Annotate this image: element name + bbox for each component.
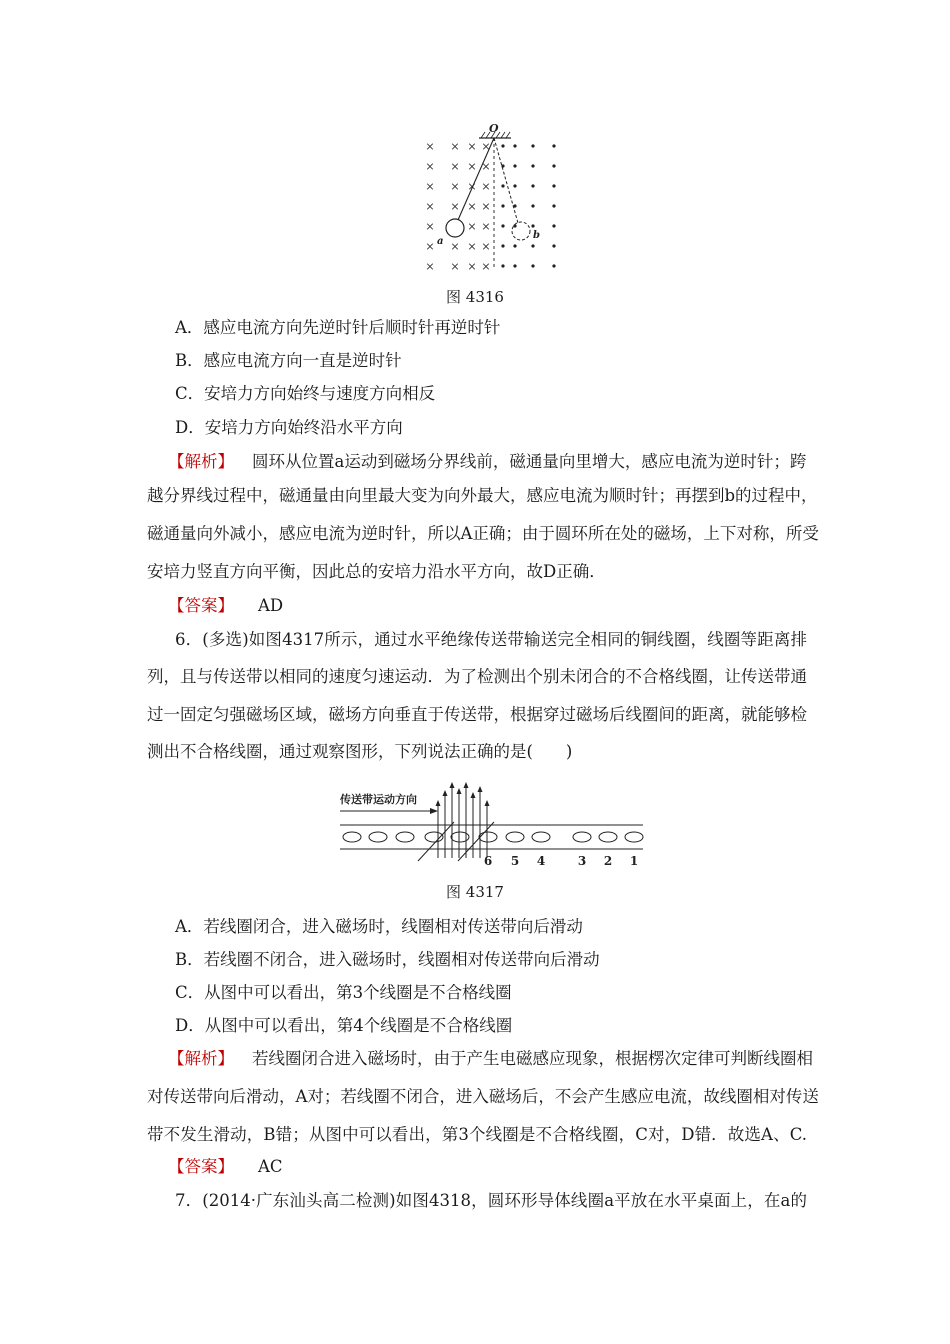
q6-analysis-line-2: 对传送带向后滑动，A对；若线圈不闭合，进入磁场后，不会产生感应电流，故线圈相对传送 <box>147 1087 819 1106</box>
q5-answer <box>168 596 828 616</box>
q7-stem-line-1: 7．(2014·广东汕头高二检测)如图4318，圆环形导体线圈a平放在水平桌面上，在a的 <box>175 1191 807 1210</box>
q6-option-d: D．从图中可以看出，第4个线圈是不合格线圈 <box>175 1016 513 1035</box>
q6-option-b: B．若线圈不闭合，进入磁场时，线圈相对传送带向后滑动 <box>175 950 600 969</box>
ring-b-label: b <box>533 230 540 241</box>
field-cross-symbol: × <box>481 200 491 213</box>
coil <box>396 832 414 842</box>
field-cross-symbol: × <box>467 140 477 153</box>
pendulum-string-b <box>494 138 518 223</box>
q5-option-a: A．感应电流方向先逆时针后顺时针再逆时针 <box>175 318 501 337</box>
field-cross-symbol: × <box>481 260 491 273</box>
answer-tag: 【答案】 <box>168 1157 234 1176</box>
field-dot-symbol <box>552 224 555 227</box>
q5-answer-value: AD <box>258 596 284 615</box>
coil <box>532 832 550 842</box>
coil <box>625 832 643 842</box>
field-cross-symbol: × <box>425 140 435 153</box>
analysis-tag: 【解析】 <box>168 1049 234 1068</box>
field-cross-symbol: × <box>425 200 435 213</box>
field-dot-symbol <box>552 204 555 207</box>
conveyor-direction-label: 传送带运动方向 <box>340 793 417 806</box>
field-arrow-head <box>457 788 462 794</box>
field-cross-symbol: × <box>425 160 435 173</box>
answer-tag: 【答案】 <box>168 596 234 615</box>
field-cross-symbol: × <box>467 200 477 213</box>
figure-4316 <box>415 120 575 275</box>
field-cross-symbol: × <box>481 220 491 233</box>
q6-stem-line-4: 测出不合格线圈，通过观察图形，下列说法正确的是( ) <box>147 742 573 761</box>
field-cross-symbol: × <box>467 240 477 253</box>
ring-a-label: a <box>437 236 444 247</box>
q6-stem-line-1: 6．(多选)如图4317所示，通过水平绝缘传送带输送完全相同的铜线圈，线圈等距离排 <box>175 630 807 649</box>
field-cross-symbol: × <box>481 140 491 153</box>
field-dot-symbol <box>501 244 504 247</box>
coil <box>343 832 361 842</box>
field-cross-symbol: × <box>425 220 435 233</box>
magnetic-field-out-of-page <box>501 144 555 267</box>
field-dot-symbol <box>501 224 504 227</box>
field-dot-symbol <box>531 244 534 247</box>
field-dot-symbol <box>501 144 504 147</box>
q5-analysis-line-2: 越分界线过程中，磁通量由向里最大变为向外最大，感应电流为顺时针；再摆到b的过程中， <box>147 486 818 505</box>
q6-option-a: A．若线圈闭合，进入磁场时，线圈相对传送带向后滑动 <box>175 917 583 936</box>
field-cross-symbol: × <box>467 220 477 233</box>
coil <box>599 832 617 842</box>
field-dot-symbol <box>552 184 555 187</box>
q5-analysis-line-3: 磁通量向外减小，感应电流为逆时针，所以A正确；由于圆环所在处的磁场，上下对称，所受 <box>147 524 819 543</box>
field-cross-symbol: × <box>467 160 477 173</box>
field-cross-symbol: × <box>450 260 460 273</box>
field-dot-symbol <box>531 164 534 167</box>
q6-stem-line-3: 过一固定匀强磁场区域，磁场方向垂直于传送带，根据穿过磁场后线圈间的距离，就能够检 <box>147 705 807 724</box>
field-dot-symbol <box>501 204 504 207</box>
coils <box>343 832 643 842</box>
field-cross-symbol: × <box>425 180 435 193</box>
field-dot-symbol <box>531 184 534 187</box>
coil-numbers <box>484 854 638 868</box>
field-dot-symbol <box>552 144 555 147</box>
figure-4316-caption: 图 4316 <box>446 288 504 306</box>
field-cross-symbol: × <box>481 240 491 253</box>
field-dot-symbol <box>531 144 534 147</box>
coil-number-label: 1 <box>629 854 639 868</box>
field-dot-symbol <box>552 164 555 167</box>
field-dot-symbol <box>501 264 504 267</box>
coil <box>573 832 591 842</box>
field-arrow-head <box>485 800 490 806</box>
field-cross-symbol: × <box>481 160 491 173</box>
figure-4317 <box>338 772 648 872</box>
field-arrow-head <box>478 786 483 792</box>
q5-analysis-line-1: 【解析】 圆环从位置a运动到磁场分界线前，磁通量向里增大，感应电流为逆时针；跨 <box>168 452 807 471</box>
field-region-left-edge <box>418 822 454 861</box>
coil <box>479 832 497 842</box>
coil-number-label: 4 <box>536 854 546 868</box>
q6-analysis-line-3: 带不发生滑动，B错；从图中可以看出，第3个线圈是不合格线圈，C对，D错．故选A、C. <box>147 1125 807 1144</box>
pivot-label: O <box>489 122 499 135</box>
q6-stem-line-2: 列，且与传送带以相同的速度匀速运动．为了检测出个别未闭合的不合格线圈，让传送带通 <box>147 667 807 686</box>
field-dot-symbol <box>531 224 534 227</box>
field-cross-symbol: × <box>467 260 477 273</box>
field-cross-symbol: × <box>450 160 460 173</box>
q5-option-d: D．安培力方向始终沿水平方向 <box>175 418 403 437</box>
field-dot-symbol <box>501 184 504 187</box>
coil-number-label: 3 <box>577 854 587 868</box>
coil-number-label: 2 <box>603 854 613 868</box>
figure-4317-caption: 图 4317 <box>446 883 504 901</box>
field-dot-symbol <box>513 264 516 267</box>
field-cross-symbol: × <box>450 180 460 193</box>
coil <box>506 832 524 842</box>
field-dot-symbol <box>552 244 555 247</box>
q6-option-c: C．从图中可以看出，第3个线圈是不合格线圈 <box>175 983 512 1002</box>
q5-option-b: B．感应电流方向一直是逆时针 <box>175 351 402 370</box>
field-dot-symbol <box>513 244 516 247</box>
field-cross-symbol: × <box>450 140 460 153</box>
field-cross-symbol: × <box>450 200 460 213</box>
field-dot-symbol <box>552 264 555 267</box>
field-arrow-head <box>443 790 448 796</box>
coil-number-label: 5 <box>510 854 520 868</box>
q6-analysis-line-1: 【解析】 若线圈闭合进入磁场时，由于产生电磁感应现象，根据楞次定律可判断线圈相 <box>168 1049 813 1068</box>
q6-answer-value: AC <box>258 1157 283 1176</box>
analysis-tag: 【解析】 <box>168 452 234 471</box>
q6-answer <box>168 1157 828 1177</box>
field-cross-symbol: × <box>425 260 435 273</box>
field-cross-symbol: × <box>467 180 477 193</box>
field-dot-symbol <box>531 204 534 207</box>
field-dot-symbol <box>513 164 516 167</box>
field-cross-symbol: × <box>425 240 435 253</box>
field-cross-symbol: × <box>450 240 460 253</box>
field-arrow-head <box>436 800 441 806</box>
ring-b <box>512 222 530 240</box>
field-arrow-head <box>464 782 469 788</box>
field-cross-symbol: × <box>481 180 491 193</box>
field-arrow-head <box>471 792 476 798</box>
q5-option-c: C．安培力方向始终与速度方向相反 <box>175 384 436 403</box>
field-arrow-head <box>450 782 455 788</box>
q5-analysis-line-4: 安培力竖直方向平衡，因此总的安培力沿水平方向，故D正确． <box>147 562 606 581</box>
field-dot-symbol <box>513 184 516 187</box>
field-dot-symbol <box>531 264 534 267</box>
coil <box>369 832 387 842</box>
magnetic-field-arrows <box>436 782 490 858</box>
ring-a <box>446 219 464 237</box>
magnetic-field-into-page <box>425 140 490 273</box>
coil-number-label: 6 <box>483 854 493 868</box>
field-dot-symbol <box>513 144 516 147</box>
